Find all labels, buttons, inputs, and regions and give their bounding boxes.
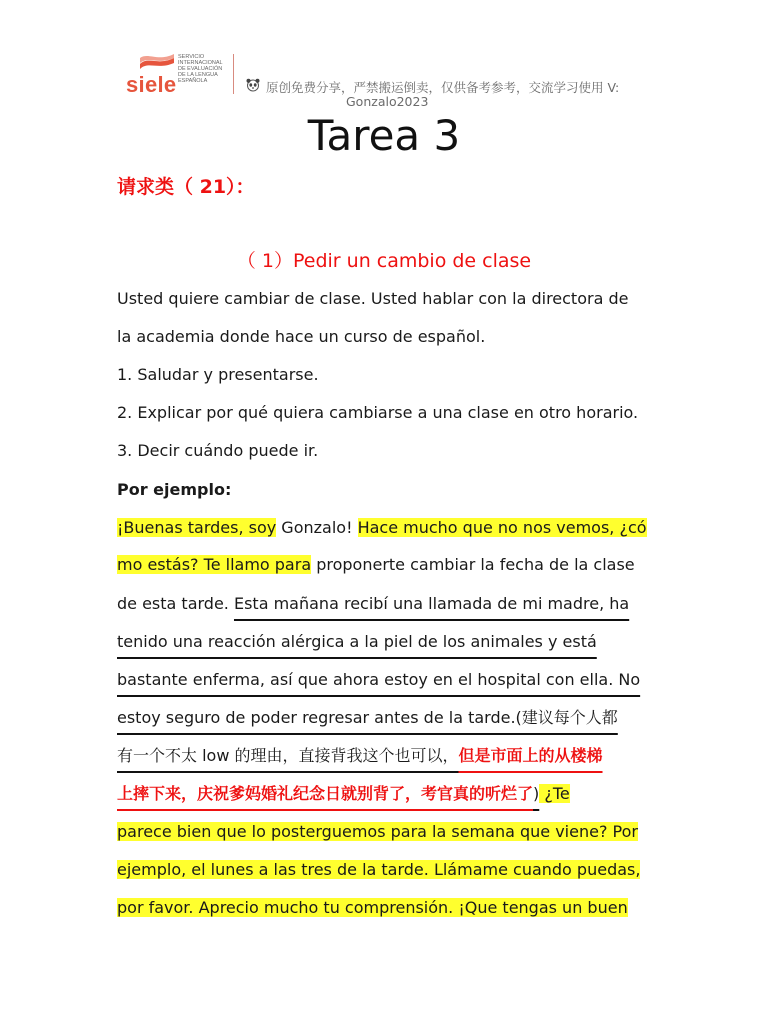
- siele-logo: [124, 52, 236, 100]
- example-underlined: Esta mañana recibí una llamada de mi madre, ha: [233, 594, 630, 613]
- task-description-line-1: Usted quiere cambiar de clase. Usted hablar con la directora de: [117, 289, 629, 308]
- example-line-3: [117, 592, 629, 616]
- example-line-4: tenido una reacción alérgica a la piel de los animales y está: [117, 632, 597, 651]
- example-highlight: Hace mucho que no nos vemos, ¿có: [357, 518, 647, 537]
- example-line-1: [117, 516, 647, 540]
- example-text: proponerte cambiar la fecha de la clase: [311, 555, 635, 574]
- task-step-1: 1. Saludar y presentarse.: [117, 365, 319, 384]
- page-title: Tarea 3: [307, 111, 461, 160]
- example-text: Gonzalo!: [276, 518, 358, 537]
- example-red-note: 上摔下来，庆祝爹妈婚礼纪念日就别背了，考官真的听烂了: [117, 784, 534, 803]
- example-line-8: [117, 782, 570, 806]
- example-line-2: [117, 553, 635, 577]
- header-divider: [233, 54, 234, 94]
- task-step-3: 3. Decir cuándo puede ir.: [117, 441, 319, 460]
- task-description-line-2: la academia donde hace un curso de español.: [117, 327, 486, 346]
- page-header: [0, 0, 768, 110]
- example-label: Por ejemplo:: [117, 480, 232, 499]
- example-highlight: parece bien que lo posterguemos para la semana que viene? Por: [117, 822, 638, 841]
- example-line-6: estoy seguro de poder regresar antes de la tarde.(建议每个人都: [117, 708, 618, 727]
- example-highlight: ¿Te: [539, 784, 570, 803]
- example-underlined: ): [533, 784, 540, 803]
- panda-icon: [246, 78, 260, 92]
- logo-flag-icon: [138, 54, 176, 72]
- example-line-10: [117, 858, 640, 882]
- example-highlight: ¡Buenas tardes, soy: [117, 518, 277, 537]
- example-text: de esta tarde.: [117, 594, 234, 613]
- example-red-note: 但是市面上的从楼梯: [458, 746, 603, 765]
- example-highlight: por favor. Aprecio mucho tu comprensión. ¡Que tengas un buen: [117, 898, 628, 917]
- category-heading: 请求类（ 21）：: [117, 176, 255, 198]
- example-line-9: [117, 820, 638, 844]
- example-highlight: ejemplo, el lunes a las tres de la tarde. Llámame cuando puedas,: [117, 860, 641, 879]
- example-highlight: mo estás? Te llamo para: [117, 555, 312, 574]
- header-notice: 原创免费分享，严禁搬运倒卖，仅供备考参考，交流学习使用 V:: [266, 80, 620, 95]
- example-underlined: 有一个不太 low 的理由，直接背我这个也可以，: [117, 746, 459, 765]
- logo-text: siele: [126, 72, 177, 97]
- example-line-5: bastante enferma, así que ahora estoy en el hospital con ella. No: [117, 670, 641, 689]
- logo-subtext: SERVICIO INTERNACIONAL DE EVALUACIÓN DE LA LENGUA ESPAÑOLA: [178, 54, 223, 84]
- example-line-7: [117, 744, 603, 768]
- task-step-2: 2. Explicar por qué quiera cambiarse a una clase en otro horario.: [117, 403, 639, 422]
- header-notice-contact: Gonzalo2023: [346, 94, 429, 109]
- task-title: （ 1）Pedir un cambio de clase: [236, 250, 532, 272]
- example-line-11: [117, 896, 628, 920]
